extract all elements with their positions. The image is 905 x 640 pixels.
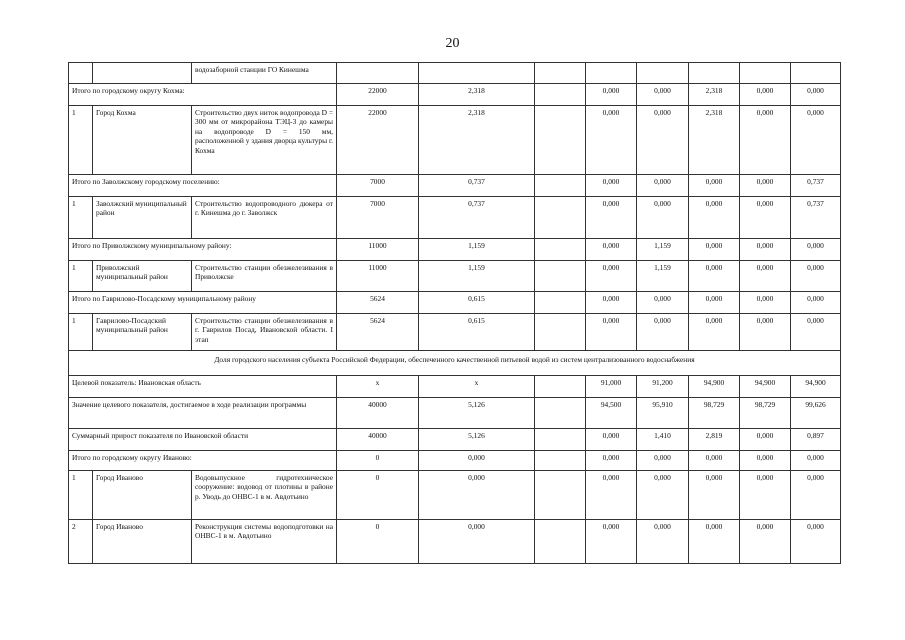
year-value-cell: 0,000 [689, 314, 740, 351]
sum-cell: 2,318 [419, 84, 535, 106]
year-value-cell: 0,000 [586, 314, 637, 351]
year-value-cell: 0,000 [637, 314, 689, 351]
year-value-cell: 0,000 [791, 471, 841, 520]
year-value-cell: 94,900 [740, 376, 791, 398]
description-cell: Водовыпускное гидротехническое сооружение: водовод от плотины в районе р. Уводь до ОНВС-1 в м. Авдотьино [192, 471, 337, 520]
year-value-cell: 99,626 [791, 398, 841, 429]
place-cell: Гаврилово-Посадский муниципальный район [93, 314, 192, 351]
year-value-cell: 0,000 [791, 520, 841, 564]
year-value-cell: 0,000 [740, 175, 791, 197]
section-row [69, 351, 841, 376]
year-value-cell: 0,000 [637, 84, 689, 106]
summary-label-cell: Суммарный прирост показателя по Ивановской области [69, 429, 337, 451]
sum-cell: 0,615 [419, 314, 535, 351]
year-value-cell: 0,000 [637, 197, 689, 239]
year-value-cell: 0,000 [637, 106, 689, 175]
year-value-cell: 0,000 [637, 471, 689, 520]
year-value-cell: 91,200 [637, 376, 689, 398]
summary-label-cell: Итого по Заволжскому городскому поселению: [69, 175, 337, 197]
year-value-cell: 0,000 [689, 451, 740, 471]
empty-cell [535, 292, 586, 314]
year-value-cell: 94,900 [791, 376, 841, 398]
summary-label-cell: Итого по Гаврилово-Посадскому муниципальному району [69, 292, 337, 314]
summary-label-cell: Итого по Приволжскому муниципальному району: [69, 239, 337, 261]
year-value-cell: 0,000 [689, 261, 740, 292]
summary-row [69, 239, 841, 261]
description-cell: Строительство станции обезжелезивания в Приволжске [192, 261, 337, 292]
year-value-cell: 0,000 [689, 239, 740, 261]
total-cell: 5624 [337, 314, 419, 351]
year-value-cell: 0,000 [586, 429, 637, 451]
place-cell [93, 63, 192, 84]
empty-cell [535, 376, 586, 398]
sum-cell [419, 63, 535, 84]
empty-cell [535, 429, 586, 451]
year-value-cell: 0,000 [740, 261, 791, 292]
year-value-cell: 0,000 [637, 292, 689, 314]
row-number-cell: 1 [69, 197, 93, 239]
table-row [69, 197, 841, 239]
table-row [69, 63, 841, 84]
year-value-cell: 0,000 [791, 239, 841, 261]
year-value-cell [535, 63, 586, 84]
year-value-cell: 0,000 [689, 197, 740, 239]
year-value-cell: 0,000 [689, 520, 740, 564]
year-value-cell [791, 63, 841, 84]
year-value-cell: 0,000 [689, 175, 740, 197]
total-cell: 11000 [337, 239, 419, 261]
sum-cell: 1,159 [419, 239, 535, 261]
sum-cell: 5,126 [419, 398, 535, 429]
year-value-cell: 0,000 [586, 106, 637, 175]
empty-cell [535, 471, 586, 520]
year-value-cell: 0,000 [791, 451, 841, 471]
year-value-cell: 0,000 [740, 520, 791, 564]
row-number-cell: 1 [69, 314, 93, 351]
total-cell: 11000 [337, 261, 419, 292]
total-cell: 0 [337, 451, 419, 471]
year-value-cell: 0,737 [791, 175, 841, 197]
year-value-cell [637, 63, 689, 84]
year-value-cell: 0,000 [740, 292, 791, 314]
year-value-cell: 98,729 [740, 398, 791, 429]
year-value-cell: 0,000 [586, 239, 637, 261]
row-number-cell: 1 [69, 471, 93, 520]
year-value-cell: 91,000 [586, 376, 637, 398]
table-row [69, 106, 841, 175]
year-value-cell: 0,000 [637, 451, 689, 471]
total-cell: x [337, 376, 419, 398]
place-cell: Город Кохма [93, 106, 192, 175]
year-value-cell: 0,000 [740, 197, 791, 239]
year-value-cell [586, 63, 637, 84]
sum-cell: 0,000 [419, 471, 535, 520]
year-value-cell: 0,000 [689, 292, 740, 314]
year-value-cell [740, 63, 791, 84]
empty-cell [535, 261, 586, 292]
empty-cell [535, 84, 586, 106]
year-value-cell: 0,000 [586, 261, 637, 292]
year-value-cell: 94,900 [689, 376, 740, 398]
year-value-cell: 1,159 [637, 261, 689, 292]
place-cell: Город Иваново [93, 471, 192, 520]
description-cell: Строительство двух ниток водопровода D = 300 мм от микрорайона ТЭЦ-3 до камеры на водопроводе D = 150 мм, расположенной у здания дворца культуры г. Кохма [192, 106, 337, 175]
year-value-cell: 0,000 [586, 451, 637, 471]
total-cell [337, 63, 419, 84]
year-value-cell: 0,000 [791, 292, 841, 314]
year-value-cell: 1,410 [637, 429, 689, 451]
summary-row [69, 376, 841, 398]
table-row [69, 314, 841, 351]
year-value-cell: 0,000 [791, 84, 841, 106]
year-value-cell: 0,000 [791, 314, 841, 351]
sum-cell: 0,615 [419, 292, 535, 314]
year-value-cell: 95,910 [637, 398, 689, 429]
empty-cell [535, 239, 586, 261]
summary-row [69, 451, 841, 471]
sum-cell: x [419, 376, 535, 398]
total-cell: 0 [337, 471, 419, 520]
year-value-cell: 2,318 [689, 106, 740, 175]
year-value-cell: 0,000 [791, 261, 841, 292]
sum-cell: 5,126 [419, 429, 535, 451]
empty-cell [535, 175, 586, 197]
place-cell: Город Иваново [93, 520, 192, 564]
total-cell: 5624 [337, 292, 419, 314]
summary-row [69, 292, 841, 314]
year-value-cell: 0,000 [740, 429, 791, 451]
summary-row [69, 398, 841, 429]
year-value-cell: 0,000 [740, 314, 791, 351]
year-value-cell: 0,000 [740, 239, 791, 261]
year-value-cell: 1,159 [637, 239, 689, 261]
year-value-cell: 0,000 [740, 106, 791, 175]
row-number-cell [69, 63, 93, 84]
year-value-cell: 0,000 [586, 520, 637, 564]
year-value-cell: 2,819 [689, 429, 740, 451]
row-number-cell: 1 [69, 261, 93, 292]
summary-label-cell: Итого по городскому округу Иваново: [69, 451, 337, 471]
summary-row [69, 429, 841, 451]
summary-row [69, 175, 841, 197]
section-title-cell: Доля городского населения субъекта Российской Федерации, обеспеченного качественной питьевой водой из систем централизованного водоснабжения [69, 351, 841, 376]
total-cell: 22000 [337, 84, 419, 106]
year-value-cell: 0,000 [586, 84, 637, 106]
description-cell: Строительство станции обезжелезивания в г. Гаврилов Посад, Ивановской области. I этап [192, 314, 337, 351]
year-value-cell: 0,000 [586, 292, 637, 314]
year-value-cell: 0,000 [740, 471, 791, 520]
summary-label-cell: Итого по городскому округу Кохма: [69, 84, 337, 106]
year-value-cell: 0,737 [791, 197, 841, 239]
page-number: 20 [445, 36, 460, 51]
year-value-cell: 0,000 [637, 175, 689, 197]
row-number-cell: 1 [69, 106, 93, 175]
total-cell: 7000 [337, 175, 419, 197]
sum-cell: 0,000 [419, 451, 535, 471]
program-table [68, 62, 841, 564]
year-value-cell: 0,000 [637, 520, 689, 564]
year-value-cell: 0,000 [740, 84, 791, 106]
empty-cell [535, 314, 586, 351]
description-cell: Строительство водопроводного дюкера от г. Кинешма до г. Заволжск [192, 197, 337, 239]
empty-cell [535, 451, 586, 471]
row-number-cell: 2 [69, 520, 93, 564]
year-value-cell: 0,000 [740, 451, 791, 471]
summary-label-cell: Целевой показатель: Ивановская область [69, 376, 337, 398]
year-value-cell: 0,000 [586, 175, 637, 197]
year-value-cell: 0,897 [791, 429, 841, 451]
empty-cell [535, 398, 586, 429]
total-cell: 7000 [337, 197, 419, 239]
sum-cell: 1,159 [419, 261, 535, 292]
sum-cell: 0,737 [419, 175, 535, 197]
year-value-cell: 2,318 [689, 84, 740, 106]
sum-cell: 0,000 [419, 520, 535, 564]
total-cell: 40000 [337, 429, 419, 451]
place-cell: Заволжский муниципальный район [93, 197, 192, 239]
summary-row [69, 84, 841, 106]
year-value-cell: 0,000 [689, 471, 740, 520]
table-row [69, 520, 841, 564]
year-value-cell: 0,000 [586, 471, 637, 520]
year-value-cell: 0,000 [586, 197, 637, 239]
year-value-cell: 0,000 [791, 106, 841, 175]
empty-cell [535, 197, 586, 239]
description-cell: Реконструкция системы водоподготовки на ОНВС-1 в м. Авдотьино [192, 520, 337, 564]
sum-cell: 0,737 [419, 197, 535, 239]
table-row [69, 261, 841, 292]
empty-cell [535, 106, 586, 175]
empty-cell [535, 520, 586, 564]
summary-label-cell: Значение целевого показателя, достигаемое в ходе реализации программы [69, 398, 337, 429]
total-cell: 0 [337, 520, 419, 564]
year-value-cell [689, 63, 740, 84]
year-value-cell: 94,500 [586, 398, 637, 429]
table-row [69, 471, 841, 520]
total-cell: 40000 [337, 398, 419, 429]
place-cell: Приволжский муниципальный район [93, 261, 192, 292]
year-value-cell: 98,729 [689, 398, 740, 429]
description-cell: водозаборной станции ГО Кинешма [192, 63, 337, 84]
sum-cell: 2,318 [419, 106, 535, 175]
total-cell: 22000 [337, 106, 419, 175]
